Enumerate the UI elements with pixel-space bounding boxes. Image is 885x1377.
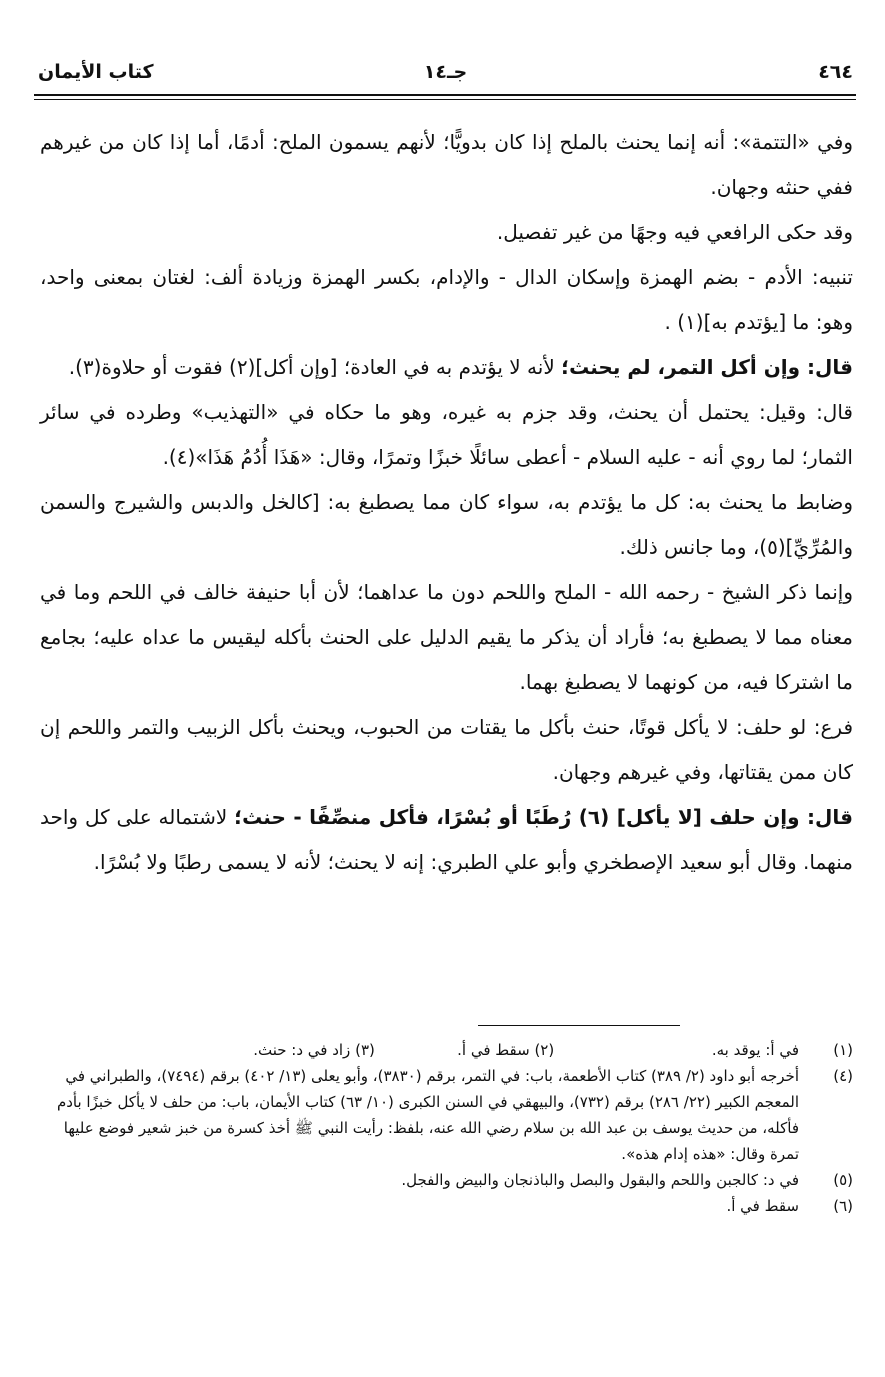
sharh-tamr: لأنه لا يؤتدم به في العادة؛ [وإن أكل](٢) فقوت أو حلاوة(٣).	[68, 355, 562, 379]
matn-rutab: قال: وإن حلف [لا يأكل] (٦) رُطَبًا أو بُسْرًا، فأكل منصِّفًا - حنث؛	[234, 805, 854, 829]
volume-label: جـ١٤	[423, 61, 468, 83]
footnote-6	[40, 1193, 853, 1219]
footnote-5	[40, 1167, 853, 1193]
footnote-number: (١)	[833, 1041, 853, 1059]
footnote-text: أخرجه أبو داود (٢/ ٣٨٩) كتاب الأطعمة، باب: في التمر، برقم (٣٨٣٠)، وأبو يعلى (١٣/ ٤٠٢) برقم (٧٤٩٤)، والطبراني في المعجم الكبير (٢٢/ ٢٨٦) برقم (٧٣٢)، والبيهقي في السنن الكبرى (١٠/ ٦٣) كتاب الأيمان، باب: من حلف لا يأكل خبزًا بأدم فأكله، من حديث يوسف بن عبد الله بن سلام رضي الله عنه، بلفظ: رأيت النبي ﷺ أخذ كسرة من خبز شعير فوضع عليها تمرة وقال: «هذه إدام هذه».	[56, 1067, 799, 1163]
paragraph-far: فرع: لو حلف: لا يأكل قوتًا، حنث بأكل ما يقتات من الحبوب، ويحنث بأكل الزبيب والتمر واللحم إن كان ممن يقتاتها، وفي غيرهم وجهان.	[40, 715, 853, 784]
header-rule-thin	[34, 99, 856, 100]
paragraph-tanbih: تنبيه: الأدم - بضم الهمزة وإسكان الدال - والإدام، بكسر الهمزة وزيادة ألف: لغتان بمعنى واحد، وهو: ما [يؤتدم به](١) .	[40, 265, 853, 334]
paragraph-rutab	[40, 795, 853, 885]
footnote-number: (٢)	[534, 1041, 555, 1059]
footnote-number: (٣)	[355, 1041, 375, 1059]
footnotes	[40, 1037, 853, 1219]
paragraph-tatimma: وفي «التتمة»: أنه إنما يحنث بالملح إذا كان بدويًّا؛ لأنهم يسمون الملح: أدمًا، أما إذا كان من غيرهم ففي حنثه وجهان.	[40, 130, 853, 199]
footnote-row-1-3	[40, 1037, 853, 1063]
footnote-number: (٦)	[833, 1197, 853, 1215]
paragraph-dabit: وضابط ما يحنث به: كل ما يؤتدم به، سواء كان مما يصطبغ به: [كالخل والدبس والشيرج والسمن والمُرِّيِّ](٥)، وما جانس ذلك.	[40, 490, 853, 559]
footnote-text: سقط في أ.	[457, 1041, 530, 1059]
sharh-rutab: لاشتماله على كل واحد منهما. وقال أبو سعيد الإصطخري وأبو علي الطبري: إنه لا يحنث؛ لأنه لا يسمى رطبًا ولا بُسْرًا.	[40, 805, 853, 874]
footnote-separator	[478, 1025, 680, 1026]
paragraph-qila: قال: وقيل: يحتمل أن يحنث، وقد جزم به غيره، وهو ما حكاه في «التهذيب» وطرده في سائر الثمار؛ لما روي أنه - عليه السلام - أعطى سائلًا خبزًا وتمرًا، وقال: «هَذَا أُدُمُ هَذَا»(٤).	[40, 400, 853, 469]
footnote-text: زاد في د: حنث.	[253, 1041, 351, 1059]
matn-tamr: قال: وإن أكل التمر، لم يحنث؛	[561, 355, 853, 379]
footnote-text: سقط في أ.	[726, 1197, 799, 1215]
main-text	[40, 120, 853, 885]
footnote-4	[40, 1063, 853, 1167]
footnote-number: (٤)	[833, 1067, 853, 1085]
book-title: كتاب الأيمان	[38, 61, 154, 83]
footnote-text: في أ: يوقد به.	[711, 1041, 799, 1059]
paragraph-rafii: وقد حكى الرافعي فيه وجهًا من غير تفصيل.	[496, 220, 853, 244]
footnote-number: (٥)	[833, 1171, 853, 1189]
page-number: ٤٦٤	[818, 61, 853, 83]
paragraph-innama: وإنما ذكر الشيخ - رحمه الله - الملح واللحم دون ما عداهما؛ لأن أبا حنيفة خالف في اللحم وما في معناه مما لا يصطبغ به؛ فأراد أن يذكر ما يقيم الدليل على الحنث بأكله ليقيس ما عداه عليه؛ بجامع ما اشتركا فيه، من كونهما لا يصطبغ بهما.	[40, 580, 853, 694]
header-rule-thick	[34, 94, 856, 96]
paragraph-tamr	[40, 345, 853, 390]
footnote-text: في د: كالجبن واللحم والبقول والبصل والباذنجان والبيض والفجل.	[401, 1171, 799, 1189]
page-header	[38, 58, 853, 86]
